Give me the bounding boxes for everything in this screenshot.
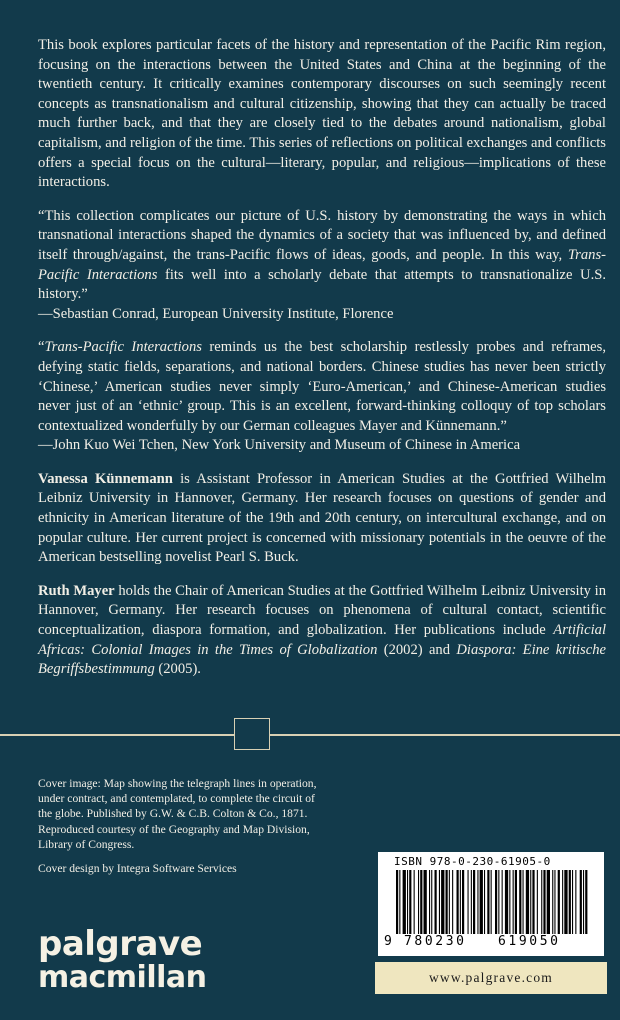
- publisher-logo-line1: palgrave: [38, 924, 203, 964]
- divider-line-left: [0, 734, 234, 736]
- book-title: Trans-Pacific Interactions: [38, 246, 606, 283]
- publisher-logo-line2: macmillan: [38, 960, 207, 995]
- barcode-bar: [407, 870, 408, 934]
- editor-name: Vanessa Künnemann: [38, 470, 173, 487]
- barcode-bar: [409, 870, 411, 934]
- quote-text: reminds us the best scholarship restlessly probes and reframes, defying static fields, separations, and national borders. Chinese studies has never been strictly ‘Chinese,’ American studies never simply ‘Euro-American,’ and Chinese-American studies never just of an ‘ethnic’ group. This is an excellent, forward-thinking colloquy of top scholars contextualized wonderfully by our German colleagues Mayer and Künnemann.”: [38, 339, 606, 434]
- barcode-bar: [396, 870, 398, 934]
- publication-title: Artificial Africas: Colonial Images in the Times of Globalization: [38, 622, 606, 658]
- barcode-bar: [519, 870, 521, 934]
- isbn-label: ISBN 978-0-230-61905-0: [394, 855, 551, 868]
- barcode-bar: [452, 870, 453, 934]
- quote-text: fits well into a scholarly debate that attempts to transnationalize U.S. history.”: [38, 266, 606, 303]
- barcode-bar: [477, 870, 478, 934]
- isbn-barcode: [378, 852, 604, 956]
- barcode-bar: [569, 870, 571, 934]
- barcode-bar: [462, 870, 464, 934]
- barcode-bar: [526, 870, 529, 934]
- bio-text: (2005).: [154, 661, 201, 678]
- barcode-bar: [471, 870, 472, 934]
- barcode-bar: [441, 870, 444, 934]
- cover-credits: [38, 776, 318, 876]
- barcode-digit-group2: 619050: [498, 934, 561, 949]
- quote-text: “: [38, 339, 45, 356]
- barcode-bar: [558, 870, 560, 934]
- endorsement-quote: [38, 207, 606, 305]
- book-description: This book explores particular facets of the history and representation of the Pacific Rim region, focusing on the interactions between the United States and China at the beginning of the twentieth century. It critically examines contemporary discourses on such seemingly recent concepts as transnationalism and cultural citizenship, showing that they can actually be traced much further back, and that they are closely tied to the debates around nationalism, global capitalism, and religion of the time. This series of reflections on political exchanges and conflicts offers a special focus on the cultural—literary, popular, and religious—implications of these interactions.: [38, 37, 606, 191]
- bio-text: holds the Chair of American Studies at the Gottfried Wilhelm Leibniz University in Hannover, Germany. Her research focuses on phenomena of cultural contact, scientific conceptualization, diaspora formation, and globalization. Her publications include: [38, 582, 606, 639]
- publisher-logo: [38, 926, 258, 994]
- barcode-bar: [418, 870, 419, 934]
- barcode-bar: [480, 870, 483, 934]
- barcode-bar: [460, 870, 461, 934]
- barcode-bar: [564, 870, 567, 934]
- barcode-bar: [575, 870, 576, 934]
- barcode-bar: [530, 870, 531, 934]
- publisher-website: www.palgrave.com: [375, 962, 607, 994]
- barcode-bar: [468, 870, 469, 934]
- barcode-bar: [424, 870, 427, 934]
- barcode-bar: [414, 870, 415, 934]
- bio-text: (2002) and: [377, 641, 457, 658]
- barcode-bar: [431, 870, 432, 934]
- barcode-bar: [403, 870, 406, 934]
- barcode-bar: [435, 870, 437, 934]
- barcode-bar: [547, 870, 550, 934]
- quote-text: “This collection complicates our picture of U.S. history by demonstrating the ways in which transnational interactions shaped the dynamics of a society that was influenced by, and defined itself through/against, the trans-Pacific flows of ideas, goods, and people. In this way,: [38, 207, 606, 263]
- decorative-divider: [0, 718, 620, 752]
- publication-title: Diaspora: Eine kritische Begriffsbestimmung: [38, 641, 606, 678]
- barcode-digit-first: 9: [384, 934, 392, 949]
- barcode-bar: [572, 870, 573, 934]
- barcode-bar: [502, 870, 503, 934]
- barcode-bar: [523, 870, 524, 934]
- quote-attribution: —John Kuo Wei Tchen, New York University and Museum of Chinese in America: [38, 437, 521, 454]
- barcode-bar: [473, 870, 475, 934]
- cover-design-credit: Cover design by Integra Software Services: [38, 862, 237, 876]
- cover-image-credit: Cover image: Map showing the telegraph lines in operation, under contract, and contemplated, to complete the circuit of the globe. Published by G.W. & C.B. Colton & Co., 1871. Reproduced courtesy of the Geography and Map Division, Library of Congress.: [38, 777, 317, 851]
- barcode-bar: [513, 870, 514, 934]
- barcode-digit-group1: 780230: [404, 934, 467, 949]
- barcode-bar: [509, 870, 510, 934]
- quote-attribution: —Sebastian Conrad, European University Institute, Florence: [38, 305, 394, 322]
- barcode-bar: [446, 870, 448, 934]
- barcode-bar: [541, 870, 542, 934]
- endorsement-quote: [38, 338, 606, 436]
- editor-name: Ruth Mayer: [38, 582, 115, 599]
- barcode-bar: [498, 870, 499, 934]
- barcode-bar: [583, 870, 584, 934]
- barcode-bar: [515, 870, 517, 934]
- barcode-bars-icon: [396, 870, 588, 936]
- barcode-bar: [484, 870, 485, 934]
- barcode-bar: [487, 870, 489, 934]
- divider-line-right: [270, 734, 620, 736]
- barcode-bar: [554, 870, 555, 934]
- divider-square-icon: [234, 718, 270, 750]
- back-cover-text: [38, 36, 606, 680]
- barcode-bar: [580, 870, 582, 934]
- barcode-bar: [537, 870, 538, 934]
- editor-bio: [38, 470, 606, 568]
- barcode-bar: [543, 870, 545, 934]
- barcode-bar: [562, 870, 563, 934]
- barcode-bar: [495, 870, 497, 934]
- barcode-bar: [420, 870, 422, 934]
- bio-text: is Assistant Professor in American Studies at the Gottfried Wilhelm Leibniz University in Hannover, Germany. Her research focuses on questions of gender and ethnicity in American literature of the 19th and 20th century, on intercultural exchange, and on popular culture. Her current project is concerned with missionary potentials in the oeuvre of the American bestselling novelist Pearl S. Buck.: [38, 470, 606, 566]
- barcode-bar: [491, 870, 492, 934]
- editor-bio: [38, 582, 606, 680]
- barcode-bar: [552, 870, 553, 934]
- barcode-bar: [532, 870, 534, 934]
- barcode-bar: [399, 870, 400, 934]
- book-title: Trans-Pacific Interactions: [44, 339, 202, 356]
- barcode-bar: [429, 870, 430, 934]
- barcode-bar: [457, 870, 459, 934]
- barcode-bar: [449, 870, 450, 934]
- barcode-bar: [585, 870, 587, 934]
- barcode-bar: [439, 870, 440, 934]
- barcode-bar: [505, 870, 508, 934]
